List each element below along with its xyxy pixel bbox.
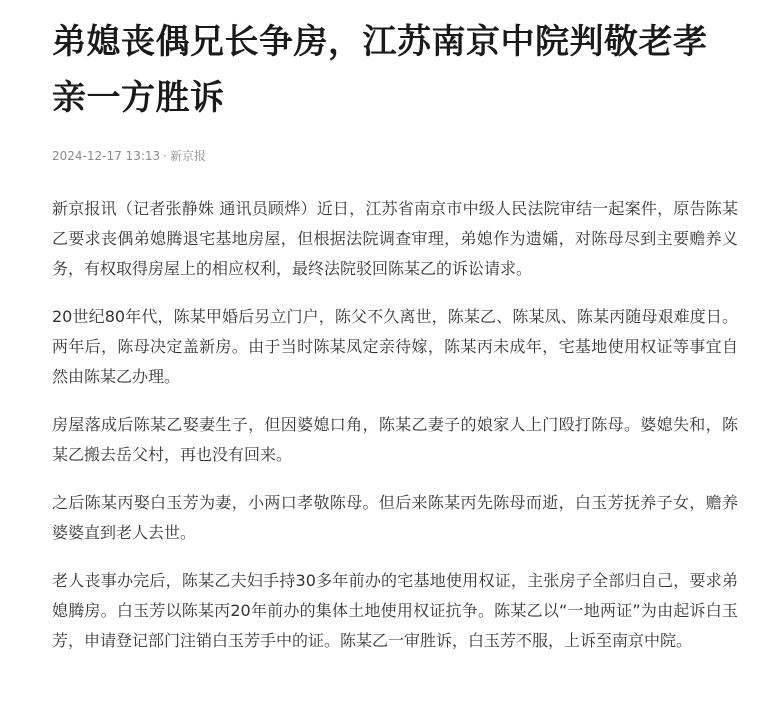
- paragraph-2: 20世纪80年代，陈某甲婚后另立门户，陈父不久离世，陈某乙、陈某凤、陈某丙随母艰难度日。两年后，陈母决定盖新房。由于当时陈某凤定亲待嫁，陈某丙未成年，宅基地使用权证等事宜自然由陈某乙办理。: [52, 307, 738, 386]
- publish-datetime: 2024-12-17 13:13: [52, 149, 161, 163]
- article-meta: [52, 148, 738, 164]
- article: [52, 14, 738, 674]
- source-name: 新京报: [169, 149, 206, 163]
- article-body: [52, 194, 738, 656]
- paragraph-5: 老人丧事办完后，陈某乙夫妇手持30多年前办的宅基地使用权证，主张房子全部归自己，要求弟媳腾房。白玉芳以陈某丙20年前办的集体土地使用权证抗争。陈某乙以“一地两证”为由起诉白玉芳，申请登记部门注销白玉芳手中的证。陈某乙一审胜诉，白玉芳不服，上诉至南京中院。: [52, 571, 738, 650]
- paragraph-3: 房屋落成后陈某乙娶妻生子，但因婆媳口角，陈某乙妻子的娘家人上门殴打陈母。婆媳失和，陈某乙搬去岳父村，再也没有回来。: [52, 415, 738, 464]
- paragraph-1: 新京报讯（记者张静姝 通讯员顾烨）近日，江苏省南京市中级人民法院审结一起案件，原告陈某乙要求丧偶弟媳腾退宅基地房屋，但根据法院调查审理，弟媳作为遗孀，对陈母尽到主要赡养义务，有权取得房屋上的相应权利，最终法院驳回陈某乙的诉讼请求。: [52, 199, 738, 278]
- paragraph-4: 之后陈某丙娶白玉芳为妻，小两口孝敬陈母。但后来陈某丙先陈母而逝，白玉芳抚养子女，赡养婆婆直到老人去世。: [52, 493, 738, 542]
- article-title: 弟媳丧偶兄长争房，江苏南京中院判敬老孝亲一方胜诉: [52, 22, 708, 118]
- meta-separator: ·: [163, 149, 167, 163]
